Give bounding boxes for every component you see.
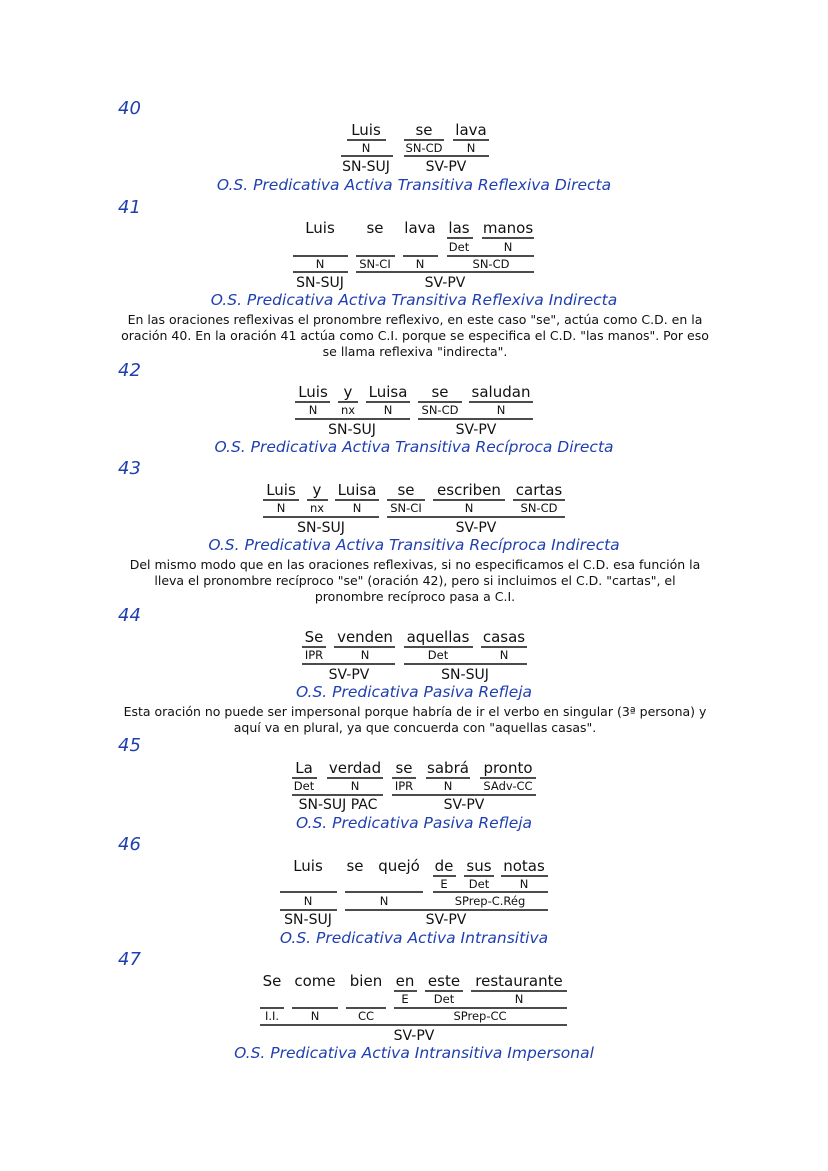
word: se <box>395 759 413 777</box>
function-label: Det <box>448 240 470 254</box>
word: notas <box>503 857 545 875</box>
word: verdad <box>328 759 382 777</box>
function-label: N <box>315 257 325 271</box>
word: se <box>346 857 364 875</box>
function-label: N <box>350 779 360 793</box>
diagram-44 <box>302 628 527 683</box>
word: bien <box>349 972 383 990</box>
sentence-number: 47 <box>118 949 141 970</box>
word: restaurante <box>475 972 563 990</box>
function-label: I.I. <box>264 1009 280 1023</box>
function-label: N <box>276 501 286 515</box>
word: Luis <box>351 121 381 139</box>
word: casas <box>482 628 526 646</box>
function-label: SN-CD <box>520 501 558 515</box>
explanation-note: Del mismo modo que en las oraciones reflexivas, si no especificamos el C.D. esa función la lleva el pronombre recíproco "se" (oración 42), pero si incluimos el C.D. "cartas", el pronombre recíproco pasa a C.I. <box>129 557 701 604</box>
word: aquellas <box>406 628 470 646</box>
function-label: Det <box>293 779 315 793</box>
function-label: N <box>514 992 524 1006</box>
phrase-label: SV-PV <box>425 912 467 928</box>
function-label: SN-CD <box>472 257 510 271</box>
diagram-42 <box>295 383 533 438</box>
function-label: SPrep-CC <box>453 1009 507 1023</box>
function-label: IPR <box>394 779 414 793</box>
function-label: N <box>361 141 371 155</box>
word: se <box>431 383 449 401</box>
sentence-title: O.S. Predicativa Pasiva Refleja <box>295 814 533 832</box>
sentence-number: 44 <box>118 605 141 626</box>
function-label: SN-CD <box>421 403 459 417</box>
word: Luis <box>305 219 335 237</box>
sentence-title: O.S. Predicativa Activa Intransitiva <box>279 929 549 947</box>
word: Luis <box>293 857 323 875</box>
explanation-note: Esta oración no puede ser impersonal porque habría de ir el verbo en singular (3ª persona) y aquí va en plural, ya que concuerda con "aquellas casas". <box>123 704 707 735</box>
function-label: CC <box>357 1009 375 1023</box>
function-label: N <box>466 141 476 155</box>
function-label: N <box>303 894 313 908</box>
diagram-45 <box>292 759 536 813</box>
phrase-label: SV-PV <box>424 275 466 291</box>
word: pronto <box>483 759 533 777</box>
function-label: Det <box>433 992 455 1006</box>
sentence-title: O.S. Predicativa Activa Intransitiva Impersonal <box>234 1044 594 1062</box>
word: y <box>312 481 322 499</box>
word: se <box>415 121 433 139</box>
function-label: N <box>499 648 509 662</box>
function-label: N <box>496 403 506 417</box>
word: venden <box>337 628 393 646</box>
phrase-label: SN-SUJ <box>284 912 332 928</box>
function-label: SN-CI <box>390 501 422 515</box>
word: come <box>294 972 336 990</box>
word: Luis <box>298 383 328 401</box>
function-label: N <box>383 403 393 417</box>
function-label: N <box>308 403 318 417</box>
diagram-47 <box>260 972 567 1044</box>
word: saludan <box>471 383 531 401</box>
word: escriben <box>437 481 501 499</box>
word: lava <box>404 219 436 237</box>
phrase-label: SN-SUJ <box>296 275 344 291</box>
sentence-title: O.S. Predicativa Activa Transitiva Reflexiva Directa <box>216 176 612 194</box>
sentence-number: 45 <box>118 735 141 756</box>
phrase-label: SV-PV <box>393 1028 435 1044</box>
function-label: N <box>360 648 370 662</box>
phrase-label: SN-SUJ <box>297 520 345 536</box>
word: La <box>295 759 313 777</box>
word: quejó <box>378 857 420 875</box>
function-label: IPR <box>304 648 324 662</box>
word: Se <box>262 972 282 990</box>
function-label: nx <box>309 501 325 515</box>
diagram-40 <box>341 121 489 175</box>
function-label: E <box>440 877 448 891</box>
phrase-label: SV-PV <box>455 422 497 438</box>
word: Luisa <box>368 383 408 401</box>
word: Luisa <box>337 481 377 499</box>
word: lava <box>455 121 487 139</box>
sentence-number: 40 <box>118 98 141 119</box>
diagram-41 <box>293 219 534 291</box>
function-label: N <box>464 501 474 515</box>
function-label: SN-CD <box>405 141 443 155</box>
function-label: Det <box>427 648 449 662</box>
word: de <box>434 857 454 875</box>
phrase-label: SV-PV <box>455 520 497 536</box>
phrase-label: SN-SUJ <box>441 667 489 683</box>
phrase-label: SN-SUJ <box>342 159 390 175</box>
word: sabrá <box>427 759 469 777</box>
function-label: nx <box>340 403 356 417</box>
sentence-number: 42 <box>118 360 141 381</box>
word: se <box>366 219 384 237</box>
word: Se <box>304 628 324 646</box>
word: cartas <box>515 481 563 499</box>
sentence-title: O.S. Predicativa Activa Transitiva Recíproca Directa <box>214 438 614 456</box>
sentence-title: O.S. Predicativa Activa Transitiva Reflexiva Indirecta <box>210 291 618 309</box>
sentence-number: 46 <box>118 834 141 855</box>
phrase-label: SN-SUJ PAC <box>298 797 378 813</box>
sentence-title: O.S. Predicativa Pasiva Refleja <box>295 683 533 701</box>
function-label: N <box>352 501 362 515</box>
word: se <box>397 481 415 499</box>
function-label: Det <box>468 877 490 891</box>
function-label: N <box>415 257 425 271</box>
function-label: N <box>443 779 453 793</box>
explanation-note: En las oraciones reflexivas el pronombre reflexivo, en este caso "se", actúa como C.D. en la oración 40. En la oración 41 actúa como C.I. porque se especifica el C.D. "las manos". Por eso se llama reflexiva "indirecta". <box>121 312 709 359</box>
diagram-46 <box>280 857 548 928</box>
diagram-43 <box>263 481 565 536</box>
phrase-label: SV-PV <box>425 159 467 175</box>
function-label: SN-CI <box>359 257 391 271</box>
function-label: SAdv-CC <box>483 779 533 793</box>
function-label: N <box>310 1009 320 1023</box>
sentence-number: 41 <box>118 197 141 218</box>
sentence-number: 43 <box>118 458 141 479</box>
function-label: N <box>503 240 513 254</box>
phrase-label: SN-SUJ <box>328 422 376 438</box>
word: Luis <box>266 481 296 499</box>
phrase-label: SV-PV <box>328 667 370 683</box>
word: manos <box>482 219 534 237</box>
function-label: N <box>519 877 529 891</box>
function-label: SPrep-C.Rég <box>454 894 526 908</box>
function-label: E <box>401 992 409 1006</box>
phrase-label: SV-PV <box>443 797 485 813</box>
word: en <box>395 972 415 990</box>
word: este <box>427 972 461 990</box>
sentence-title: O.S. Predicativa Activa Transitiva Recíproca Indirecta <box>208 536 620 554</box>
word: las <box>448 219 470 237</box>
word: y <box>343 383 353 401</box>
function-label: N <box>379 894 389 908</box>
word: sus <box>466 857 492 875</box>
